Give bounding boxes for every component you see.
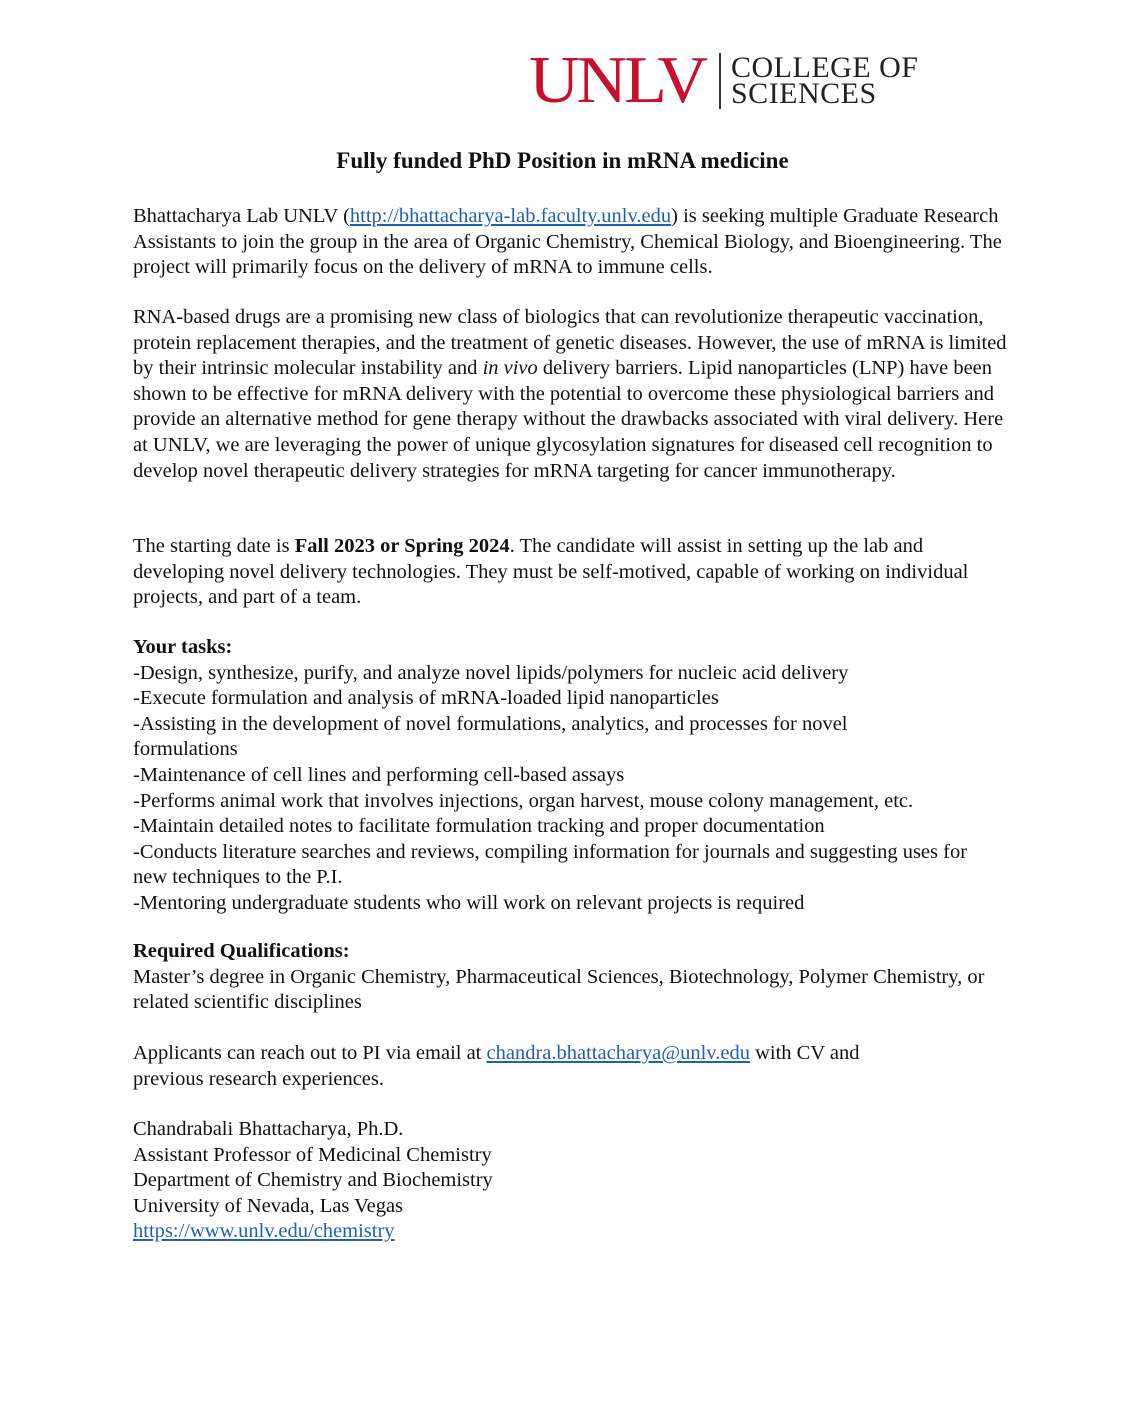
signature-position: Assistant Professor of Medicinal Chemistry — [133, 1143, 492, 1166]
email-link[interactable]: chandra.bhattacharya@unlv.edu — [486, 1042, 750, 1064]
logo-text-line2: SCIENCES — [731, 77, 877, 110]
task-item: -Mentoring undergraduate students who will work on relevant projects is required — [133, 891, 805, 914]
task-item: -Execute formulation and analysis of mRNA-loaded lipid nanoparticles — [133, 687, 719, 710]
tasks-section — [133, 635, 1013, 917]
unlv-logo-mark: UNLV — [529, 43, 705, 118]
task-item: -Maintenance of cell lines and performing cell-based assays — [133, 763, 625, 786]
unlv-college-of-sciences-logo — [529, 43, 919, 118]
background-part1: RNA-based drugs are a promising new class of biologics that can revolutionize therapeutic vaccination, protein replacement therapies, and the treatment of genetic diseases. However, the use of mRNA is limited by their intrinsic molecular instability and — [133, 306, 1007, 380]
start-dates: Fall 2023 or Spring 2024 — [294, 535, 510, 557]
task-item: -Design, synthesize, purify, and analyze novel lipids/polymers for nucleic acid delivery — [133, 661, 849, 684]
background-italic: in vivo — [482, 357, 538, 380]
task-item: -Maintain detailed notes to facilitate formulation tracking and proper documentation — [133, 815, 825, 838]
intro-paragraph — [133, 204, 1013, 281]
background-part2: delivery barriers. Lipid nanoparticles (LNP) have been shown to be effective for mRNA delivery with the potential to overcome these physiological barriers and provide an alternative method for gene therapy without the drawbacks associated with viral delivery. Here at UNLV, we are leveraging the power of unique glycosylation signatures for diseased cell recognition to develop novel therapeutic delivery strategies for mRNA targeting for cancer immunotherapy. — [133, 357, 1004, 482]
background-paragraph — [133, 305, 1013, 484]
department-website-link[interactable]: https://www.unlv.edu/chemistry — [133, 1220, 395, 1243]
signature-block — [133, 1117, 1013, 1245]
task-item: -Conducts literature searches and reviews, compiling information for journals and suggesting uses for new techniques to the P.I. — [133, 840, 968, 889]
logo-text — [731, 51, 919, 110]
contact-lead: Applicants can reach out to PI via email at — [133, 1042, 487, 1064]
lab-website-link[interactable]: http://bhattacharya-lab.faculty.unlv.edu — [349, 205, 672, 227]
logo-divider — [719, 53, 721, 109]
task-item: -Assisting in the development of novel formulations, analytics, and processes for novel formulations — [133, 712, 848, 761]
intro-lead: Bhattacharya Lab UNLV ( — [133, 205, 350, 227]
task-item: -Performs animal work that involves injections, organ harvest, mouse colony management, etc. — [133, 789, 914, 812]
tasks-heading: Your tasks: — [133, 636, 233, 658]
signature-university: University of Nevada, Las Vegas — [133, 1194, 404, 1217]
document-title: Fully funded PhD Position in mRNA medicine — [336, 148, 789, 173]
qualifications-text: Master’s degree in Organic Chemistry, Pharmaceutical Sciences, Biotechnology, Polymer Chemistry, or related scientific disciplines — [133, 965, 985, 1014]
start-lead: The starting date is — [133, 535, 295, 557]
contact-paragraph — [133, 1041, 933, 1092]
intro-rest: ) is seeking multiple Graduate Research Assistants to join the group in the area of Organic Chemistry, Chemical Biology, and Bioengineering. The project will primarily focus on the delivery of mRNA to immune cells. — [133, 205, 1002, 279]
start-rest: . The candidate will assist in setting up the lab and developing novel delivery technologies. They must be self-motived, capable of working on individual projects, and part of a team. — [133, 535, 969, 609]
contact-rest: with CV and previous research experiences. — [133, 1042, 860, 1090]
logo-text-line1: COLLEGE OF — [731, 51, 919, 84]
signature-department: Department of Chemistry and Biochemistry — [133, 1169, 493, 1192]
qualifications-heading: Required Qualifications: — [133, 940, 350, 962]
qualifications-section — [133, 939, 1013, 1016]
signature-name: Chandrabali Bhattacharya, Ph.D. — [133, 1118, 404, 1140]
start-date-paragraph — [133, 534, 1013, 611]
